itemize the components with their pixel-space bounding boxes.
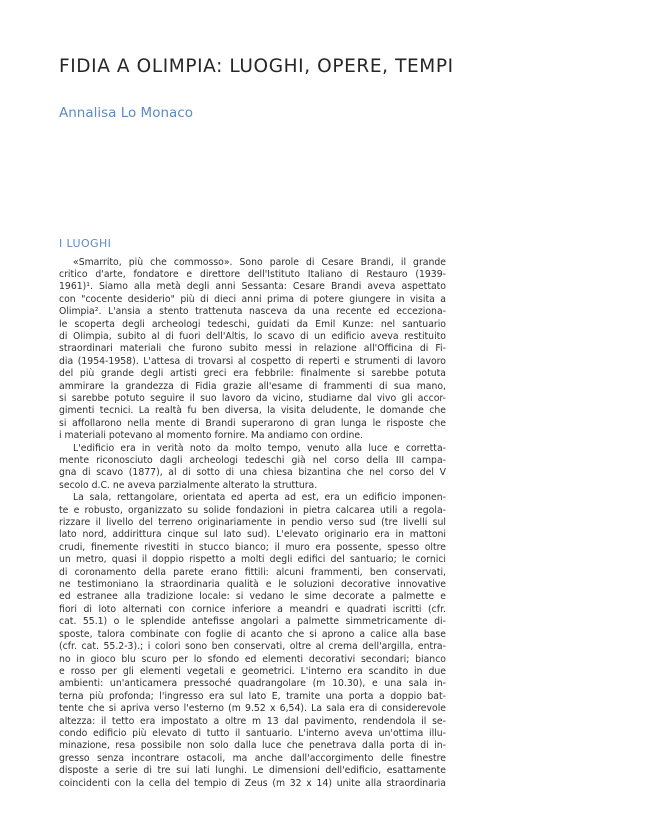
text-line: dia (1954-1958). L'attesa di trovarsi al cospetto di reperti e strumenti di lavoro — [59, 355, 446, 367]
text-line: gimenti tecnici. La realtà fu ben diversa, la visita deludente, le domande che — [59, 405, 446, 417]
section-heading: I LUOGHI — [59, 237, 112, 250]
text-line: ambienti: un'anticamera pressoché quadrangolare (m 10.30), e una sala in- — [59, 678, 446, 690]
text-line: sposte, talora combinate con foglie di acanto che si aprono a calice alla base — [59, 628, 446, 640]
text-line: «Smarrito, più che commosso». Sono parole di Cesare Brandi, il grande — [73, 256, 446, 268]
text-line: le scoperta degli archeologi tedeschi, guidati da Emil Kunze: nel santuario — [59, 318, 446, 330]
text-line: un metro, quasi il doppio rispetto a molti degli edifici del santuario; le cornici — [59, 554, 446, 566]
text-line: ed estranee alla tradizione locale: si vedano le sime decorate a palmette e — [59, 591, 446, 603]
text-line: fiori di loto alternati con cornice inferiore a meandri e quadrati iscritti (cfr. — [59, 603, 446, 615]
text-line: 1961)¹. Siamo alla metà degli anni Sessanta: Cesare Brandi aveva aspettato — [59, 281, 446, 293]
text-line: si affollarono nella mente di Brandi superarono di gran lunga le risposte che — [59, 417, 446, 429]
text-line: lato nord, addirittura cinque sul lato sud). L'elevato originario era in mattoni — [59, 529, 446, 541]
text-line: i materiali potevano al momento fornire. Ma andiamo con ordine. — [59, 430, 364, 442]
text-line: di Olimpia, subito al di fuori dell'Altis, lo scavo di un edificio aveva restituito — [59, 330, 446, 342]
text-line: L'edificio era in verità noto da molto tempo, venuto alla luce e corretta- — [73, 442, 446, 454]
text-line: di coronamento della parete erano fittili: alcuni frammenti, ben conservati, — [59, 566, 446, 578]
text-line: Olimpia². L'ansia a stento trattenuta nasceva da una recente ed eccezionа- — [59, 306, 446, 318]
text-line: condo edificio più elevato di tutto il santuario. L'interno aveva un'ottima illu- — [59, 727, 446, 739]
text-line: del più grande degli artisti greci era febbrile: finalmente si sarebbe potuta — [59, 368, 446, 380]
text-line: crudi, finemente rivestiti in stucco bianco; il muro era possente, spesso oltre — [59, 541, 446, 553]
text-line: e rosso per gli elementi vegetali e geometrici. L'interno era scandito in due — [59, 665, 446, 677]
text-line: con "cocente desiderio" più di dieci anni prima di potere giungere in visita a — [59, 293, 446, 305]
chapter-title: FIDIA A OLIMPIA: LUOGHI, OPERE, TEMPI — [59, 56, 454, 77]
text-line: disposte a serie di tre sui lati lunghi. Le dimensioni dell'edificio, esattamente — [59, 765, 446, 777]
text-line: minazione, resa possibile non solo dalla luce che penetrava dalla porta di in- — [59, 740, 446, 752]
text-line: secolo d.C. ne aveva parzialmente alterato la struttura. — [59, 479, 318, 491]
text-line: te e robusto, organizzato su solide fondazioni in pietra calcarea utili a regola- — [59, 504, 446, 516]
author-name: Annalisa Lo Monaco — [59, 105, 193, 121]
text-line: La sala, rettangolare, orientata ed aperta ad est, era un edificio imponen- — [73, 492, 446, 504]
text-line: terna più profonda; l'ingresso era sul lato E, tramite una porta a doppio bat- — [59, 690, 446, 702]
text-line: altezza: il tetto era impostato a oltre m 13 dal pavimento, rendendola il se- — [59, 715, 446, 727]
text-line: no in gioco blu scuro per lo sfondo ed elementi decorativi secondari; bianco — [59, 653, 446, 665]
text-line: ammirare la grandezza di Fidia grazie all'esame di frammenti di sua mano, — [59, 380, 446, 392]
text-line: mente riconosciuto dagli archeologi tedeschi già nel corso della III campa- — [59, 455, 446, 466]
text-line: coincidenti con la cella del tempio di Zeus (m 32 x 14) unite alla straordinaria — [59, 777, 446, 789]
text-line: critico d'arte, fondatore e direttore dell'Istituto Italiano di Restauro (1939- — [59, 268, 446, 280]
body-text — [59, 257, 446, 790]
text-line: (cfr. cat. 55.2-3).; i colori sono ben conservati, oltre al crema dell'argilla, entra- — [59, 641, 446, 653]
text-line: ne testimoniano la straordinaria qualità e le soluzioni decorative innovative — [59, 579, 446, 591]
text-line: si sarebbe potuto seguire il suo lavoro da vicino, studiarne dal vivo gli accor- — [59, 392, 446, 404]
text-line: cat. 55.1) o le splendide antefisse angolari a palmette simmetricamente di- — [59, 616, 446, 628]
text-line: rizzare il livello del terreno originariamente in pendio verso sud (tre livelli sul — [59, 517, 446, 529]
text-line: straordinari materiali che furono subito messi in relazione all'Officina di Fi- — [59, 343, 446, 355]
text-line: gna di scavo (1877), al di sotto di una chiesa bizantina che nel corso del V — [59, 467, 446, 479]
text-line: gresso senza incontrare ostacoli, ma anche dall'accorgimento delle finestre — [59, 752, 446, 764]
text-line: tente che si apriva verso l'esterno (m 9.52 x 6,54). La sala era di considerevole — [59, 703, 446, 715]
